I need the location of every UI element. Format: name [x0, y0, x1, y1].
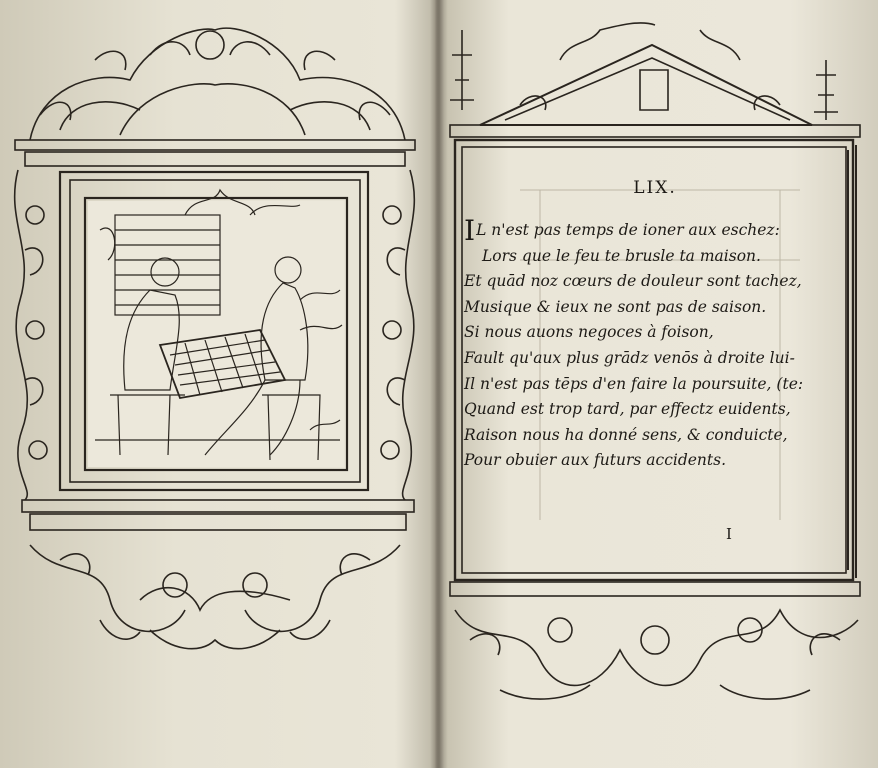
signature-mark: I — [726, 525, 732, 543]
verse-line: IL n'est pas temps de ioner aux eschez: — [464, 214, 780, 247]
drop-cap: I — [464, 214, 476, 247]
verse-stanza — [464, 214, 844, 474]
verse-line: Quand est trop tard, par effectz euidents, — [464, 400, 791, 419]
verse-line: Pour obuier aux futurs accidents. — [464, 451, 727, 470]
verse-line: Fault qu'aux plus grādz venōs à droite lui- — [464, 348, 795, 367]
left-page — [0, 0, 436, 768]
emblem-number: LIX. — [633, 178, 677, 198]
verse-line: Lors que le feu te brusle ta maison. — [482, 246, 761, 265]
verse-line: Il n'est pas tēps d'en faire la poursuite, (te: — [464, 374, 804, 393]
verse-line: Si nous auons negoces à foison, — [464, 323, 714, 342]
verse-line: Et quād noz cœurs de douleur sont tachez, — [464, 272, 802, 291]
woodcut-illustration — [0, 0, 436, 768]
verse-line: Musique & ieux ne sont pas de saison. — [464, 297, 767, 316]
verse-line: Raison nous ha donné sens, & conduicte, — [464, 425, 788, 444]
